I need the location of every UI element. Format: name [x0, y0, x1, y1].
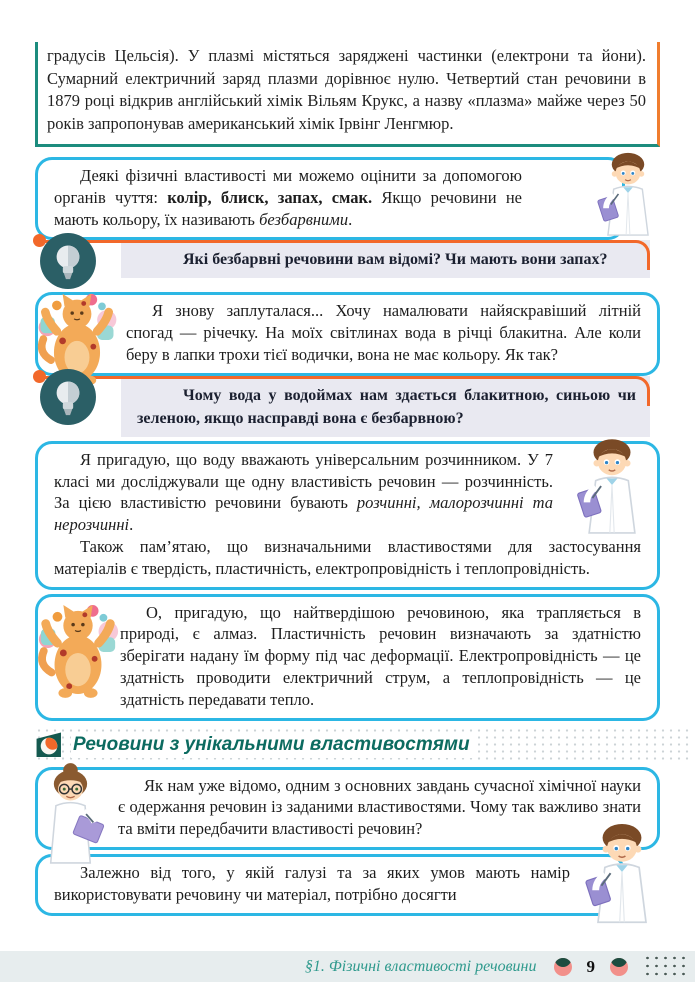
- speech-bubble-6: [35, 854, 625, 916]
- speech-bubble-1: [35, 157, 625, 240]
- speech-bubble-4: [35, 594, 660, 721]
- woman-scientist-illustration: [29, 761, 113, 865]
- boy-scientist-illustration: [573, 436, 651, 534]
- question-strip-1: [35, 240, 650, 286]
- speech-3-run-italic: розчинні, малорозчинні та нерозчинні: [54, 493, 553, 535]
- speech-1-run-1: Деякі фізичні властивості ми можемо оцінити за допомогою органів чуття:: [54, 166, 522, 207]
- speech-bubble-5: [35, 767, 660, 850]
- page-number-dot-icon: [609, 957, 629, 977]
- lightbulb-icon: [39, 368, 97, 426]
- speech-bubble-5-text: Як нам уже відомо, одним з основних завдань сучасної хімічної науки є одержання речовин із заданими властивостями. Чому так важливо знати та вміти передбачити властивості речовин?: [118, 775, 641, 839]
- speech-bubble-3-paragraph-1: [54, 449, 553, 536]
- question-orange-frame: [43, 376, 650, 406]
- speech-1-run-italic: безбарвними: [259, 209, 349, 229]
- question-strip-2: [35, 376, 650, 437]
- speech-3-run-1: Я пригадую, що воду вважають універсальним розчинником. У 7 класі ми досліджували ще одну властивість речовин — розчинність. За цією властивістю речовини бувають: [54, 449, 553, 513]
- intro-paragraph: градусів Цельсія). У плазмі містяться заряджені частинки (електрони та йони). Сумарний електричний заряд плазми дорівнює нулю. Четвертий стан речовини в 1879 році відкрив англійський хімік Вільям Крукс, а назву «плазма» майже через 50 років запропонував американський хімік Ірвінг Ленгмюр.: [47, 46, 646, 133]
- intro-framed-box: [35, 42, 660, 147]
- speech-bubble-3: [35, 441, 660, 590]
- speech-1-run-bold: колір, блиск, запах, смак.: [167, 187, 373, 207]
- speech-3-run-2: .: [129, 515, 134, 535]
- speech-1-run-2: Якщо речовини не мають кольору, їх називають: [54, 187, 522, 229]
- question-1-text: Які безбарвні речовини вам відомі? Чи мають вони запах?: [183, 251, 608, 269]
- question-2-text: Чому вода у водоймах нам здається блакитною, синьою чи зеленою, якщо насправді вона є безбарвною?: [137, 386, 636, 427]
- boy-scientist-illustration: [588, 150, 668, 236]
- speech-bubble-4-text: О, пригадую, що найтвердішою речовиною, яка трапляється в природі, є алмаз. Пластичність речовин визначають за здатністю зберігати надану їм форму під час деформації. Електропровідність — це здатність проводити електричний струм, а теплопровідність — це здатність передавати тепло.: [120, 602, 641, 709]
- speech-bubble-6-text: Залежно від того, у якій галузі та за яких умов мають намір використовувати речовину чи матеріал, потрібно досягти: [54, 862, 570, 904]
- speech-bubble-3-paragraph-2: Також пам’ятаю, що визначальними властивостями для застосування матеріалів є твердість, пластичність, електропровідність і теплопровідність.: [54, 536, 641, 578]
- footer-dots-pattern: [643, 954, 691, 980]
- page-number: 9: [586, 956, 595, 976]
- section-title: Речовини з унікальними властивостями: [71, 732, 478, 758]
- page-footer: [0, 951, 695, 982]
- speech-bubble-1-text: [54, 165, 522, 230]
- lightbulb-icon: [39, 232, 97, 290]
- page-number-dot-icon: [553, 957, 573, 977]
- footer-section-reference: §1. Фізичні властивості речовини: [304, 957, 537, 975]
- section-marker-icon: [35, 731, 62, 758]
- question-orange-frame: [43, 240, 650, 270]
- section-header: [35, 727, 692, 763]
- cat-illustration: [34, 599, 122, 703]
- boy-scientist-illustration: [582, 817, 662, 927]
- speech-1-run-3: .: [348, 209, 353, 229]
- speech-bubble-2-text: Я знову заплуталася... Хочу намалювати найяскравіший літній спогад — річечку. На моїх світлинах вода в річці блакитна. Але коли беру в лапки трохи тієї водички, вона не має кольору. Як так?: [126, 301, 641, 364]
- speech-bubble-2: [35, 292, 660, 375]
